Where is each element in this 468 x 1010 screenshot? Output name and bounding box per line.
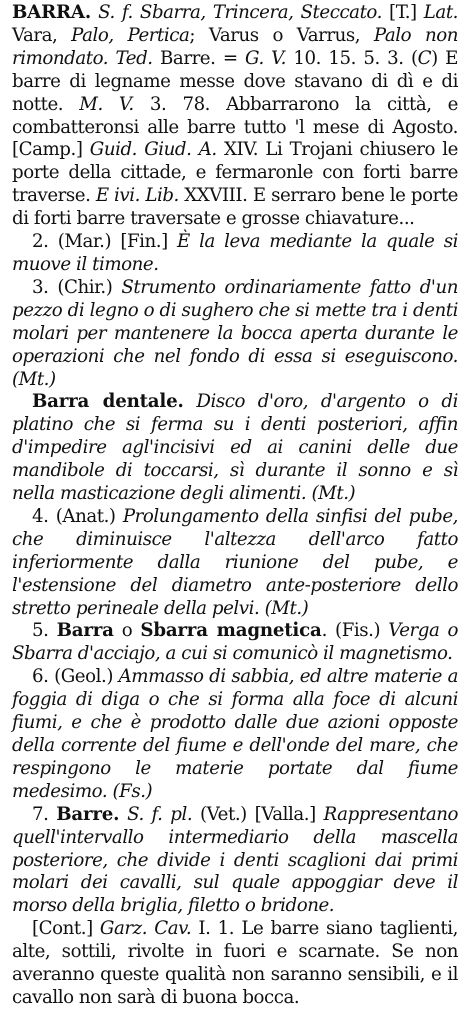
italic-text: G. V. xyxy=(245,47,287,69)
text-run: 7. xyxy=(32,803,57,825)
entry-sense-6-geology xyxy=(12,666,458,803)
headword: Sbarra magnetica xyxy=(140,620,322,642)
text-run: Vara, xyxy=(12,24,72,46)
entry-quotation-garzoni xyxy=(12,918,458,1010)
text-run xyxy=(184,391,197,412)
text-run: . (Fis.) xyxy=(321,620,389,642)
italic-text: Rappresentano quell'intervallo intermediario della mascella posteriore, che divide i denti scaglioni dai primi molari dei cavalli, sul quale appoggiar deve il morso della briglia, filetto o bridone. xyxy=(12,803,458,917)
italic-text: C xyxy=(417,47,432,69)
italic-text: Ammasso di sabbia, ed altre materie a foggia di diga o che si forma alla foce di alcuni fiumi, e che è prodotto dalle due azioni opposte della corrente del fiume e dell'onde del mare, che respingono le materie portate dal fiume medesimo. (Fs.) xyxy=(12,666,459,802)
text-run: ; Varus o Varrus, xyxy=(189,24,374,46)
entry-sense-4-anatomy xyxy=(12,506,458,621)
text-run: 3. (Chir.) xyxy=(32,276,122,298)
text-run: Barre. = xyxy=(152,47,246,69)
text-run: 6. (Geol.) xyxy=(32,666,119,688)
text-run: 5. xyxy=(32,620,57,642)
italic-text: Garz. Cav. xyxy=(99,918,192,940)
headword: Barre. xyxy=(56,803,120,825)
entry-sense-2-nautical xyxy=(12,231,458,277)
italic-text: E ivi. Lib. xyxy=(95,185,179,207)
entry-barra-dentale xyxy=(12,391,458,506)
text-run: (Vet.) [Valla.] xyxy=(192,803,324,825)
text-run: I. 1. Le barre siano taglienti, alte, sottili, rivolte in fuori e scarnate. Se non averanno queste qualità non saranno sensibili, e il cavallo non sarà di buona bocca. xyxy=(12,918,458,1008)
text-run: o xyxy=(113,620,141,642)
headword: BARRA. xyxy=(12,2,91,23)
italic-text: È la leva mediante la quale si muove il timone. xyxy=(12,231,458,275)
italic-text: Palo, Pertica xyxy=(71,24,190,46)
text-run: 4. (Anat.) xyxy=(32,505,123,527)
italic-text: Lat. xyxy=(423,2,459,23)
text-run: 10. 15. 5. 3. ( xyxy=(286,47,418,69)
italic-text: S. f. pl. xyxy=(127,803,193,825)
italic-text: M. V. xyxy=(79,93,134,115)
text-run xyxy=(91,2,98,23)
italic-text: S. f. Sbarra, Trincera, Steccato. xyxy=(98,2,382,23)
text-run: ) E barre di legname messe dove stavano di dì e di notte. xyxy=(12,47,458,115)
text-run: XIV. Li Trojani chiusero le porte della cittade, e fermaronle con forti barre traverse. xyxy=(12,139,458,207)
text-run: XXVIII. E serraro bene le porte di forti barre traversate e grosse chiavature... xyxy=(12,185,458,230)
text-run: [Cont.] xyxy=(32,918,100,940)
italic-text: Disco d'oro, d'argento o di platino che si ferma su i denti posteriori, affin d'impedire agl'incisivi ed ai canini delle due mandibole di toccarsi, sì durante il sonno e sì nella masticazione degli alimenti. (Mt.) xyxy=(12,391,458,505)
entry-sense-7-veterinary xyxy=(12,804,458,919)
text-run: 3. 78. Abbarrarono la città, e combatteronsi alle barre tutto 'l mese di Agosto. [Camp.] xyxy=(12,93,458,161)
italic-text: Strumento ordinariamente fatto d'un pezzo di legno o di sughero che si mette tra i denti molari per mantenere la bocca aperta durante le operazioni che nel fondo di essa si eseguiscono. (Mt.) xyxy=(12,276,458,390)
italic-text: Guid. Giud. A. xyxy=(89,139,217,161)
text-run xyxy=(119,804,127,825)
entry-sense-5-magnetic-bar xyxy=(12,620,458,666)
italic-text: Palo non rimondato. Ted. xyxy=(12,24,458,69)
text-run: [T.] xyxy=(381,2,424,23)
italic-text: Verga o Sbarra d'acciajo, a cui si comunicò il magnetismo. xyxy=(12,620,458,665)
italic-text: Prolungamento della sinfisi del pube, che diminuisce l'altezza dell'arco fatto inferiormente dalla riunione del pube, e l'estensione del diametro ante-posteriore dello stretto perineale della pelvi. (Mt.) xyxy=(12,505,458,619)
headword: Barra dentale. xyxy=(32,391,184,413)
text-run: 2. (Mar.) [Fin.] xyxy=(32,231,178,253)
entry-sense-3-surgical xyxy=(12,277,458,392)
entry-barra-main xyxy=(12,2,458,231)
headword: Barra xyxy=(56,620,114,642)
